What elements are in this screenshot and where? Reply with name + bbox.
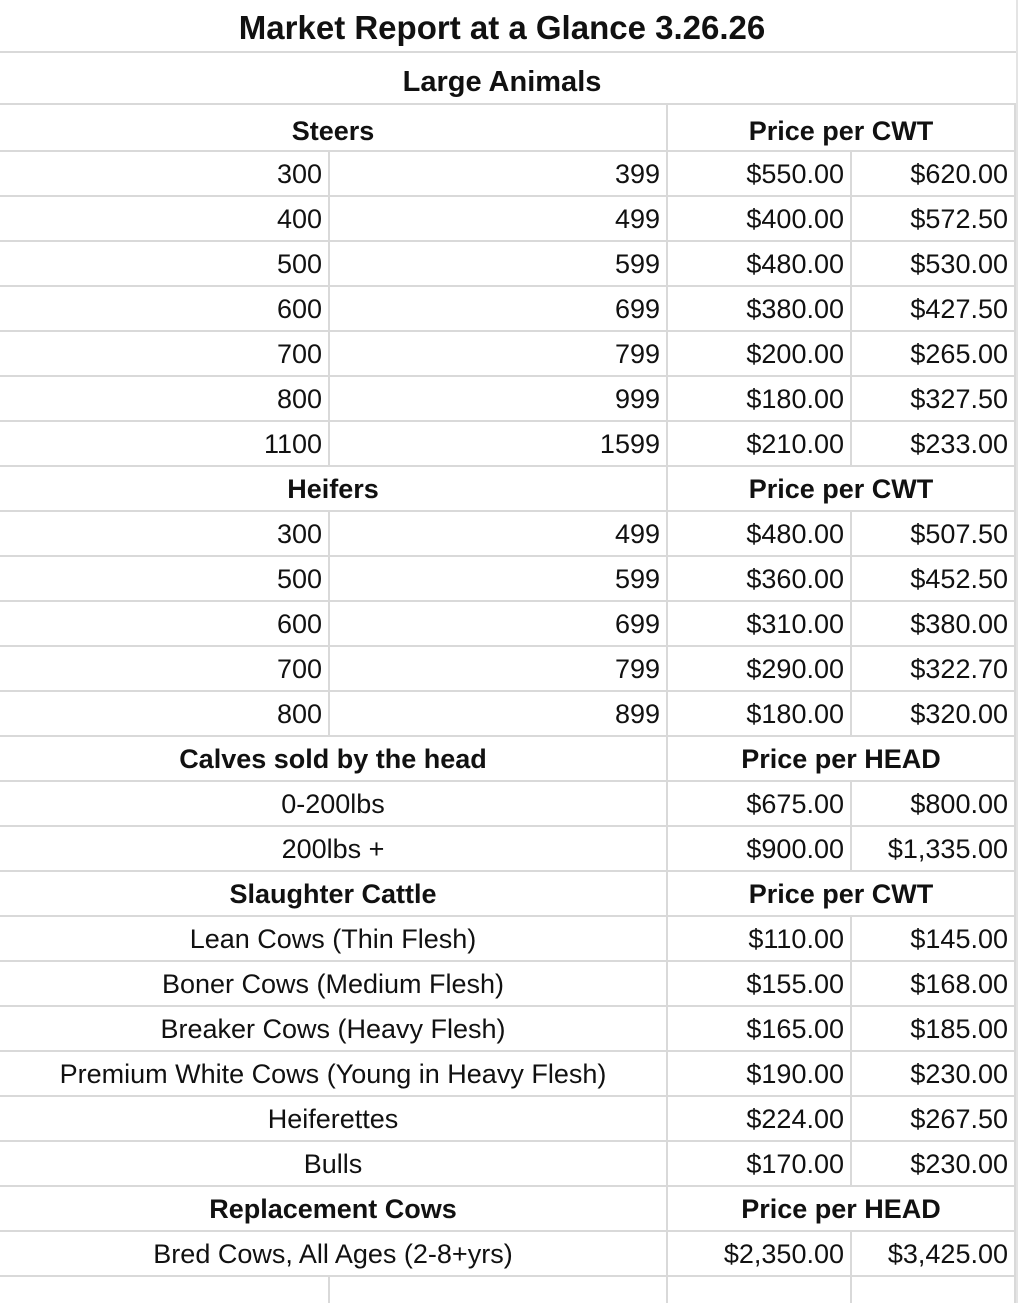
sheet-gridline (1016, 0, 1018, 1303)
price-high: $145.00 (852, 917, 1016, 960)
category-name: Premium White Cows (Young in Heavy Flesh) (0, 1052, 668, 1095)
heifers-section-label: Heifers (0, 467, 668, 510)
weight-from: 500 (0, 242, 330, 285)
replacement-header-row (0, 1187, 1016, 1232)
calves-row (0, 782, 1016, 827)
price-low: $550.00 (668, 152, 852, 195)
price-high: $265.00 (852, 332, 1016, 375)
price-high: $800.00 (852, 782, 1016, 825)
heifers-row (0, 602, 1016, 647)
price-low: $180.00 (668, 692, 852, 735)
price-high: $427.50 (852, 287, 1016, 330)
steers-row (0, 287, 1016, 332)
price-high: $380.00 (852, 602, 1016, 645)
price-high: $185.00 (852, 1007, 1016, 1050)
price-low: $675.00 (668, 782, 852, 825)
price-low: $224.00 (668, 1097, 852, 1140)
price-low: $900.00 (668, 827, 852, 870)
steers-row (0, 242, 1016, 287)
weight-from: 700 (0, 332, 330, 375)
heifers-header-row (0, 467, 1016, 512)
slaughter-row (0, 1097, 1016, 1142)
title-row (0, 5, 1016, 53)
empty-cell (330, 1277, 668, 1303)
weight-to: 699 (330, 287, 668, 330)
weight-from: 700 (0, 647, 330, 690)
slaughter-row (0, 1007, 1016, 1052)
price-low: $380.00 (668, 287, 852, 330)
steers-row (0, 152, 1016, 197)
replacement-price-header: Price per HEAD (668, 1187, 1016, 1230)
calves-header-row (0, 737, 1016, 782)
category-name: Breaker Cows (Heavy Flesh) (0, 1007, 668, 1050)
subtitle-row (0, 53, 1016, 105)
heifers-row (0, 557, 1016, 602)
weight-from: 1100 (0, 422, 330, 465)
heifers-row (0, 512, 1016, 557)
slaughter-section-label: Slaughter Cattle (0, 872, 668, 915)
steers-row (0, 377, 1016, 422)
steers-section-label: Steers (0, 105, 668, 150)
price-high: $230.00 (852, 1052, 1016, 1095)
category-name: Boner Cows (Medium Flesh) (0, 962, 668, 1005)
calves-section-label: Calves sold by the head (0, 737, 668, 780)
calves-row (0, 827, 1016, 872)
price-high: $327.50 (852, 377, 1016, 420)
weight-to: 799 (330, 332, 668, 375)
price-low: $400.00 (668, 197, 852, 240)
price-high: $452.50 (852, 557, 1016, 600)
price-low: $170.00 (668, 1142, 852, 1185)
weight-to: 899 (330, 692, 668, 735)
price-high: $530.00 (852, 242, 1016, 285)
replacement-row (0, 1232, 1016, 1277)
steers-row (0, 197, 1016, 242)
category-name: 200lbs + (0, 827, 668, 870)
slaughter-row (0, 1052, 1016, 1097)
price-low: $155.00 (668, 962, 852, 1005)
price-low: $360.00 (668, 557, 852, 600)
weight-from: 800 (0, 377, 330, 420)
heifers-row (0, 692, 1016, 737)
weight-to: 599 (330, 242, 668, 285)
price-high: $267.50 (852, 1097, 1016, 1140)
calves-price-header: Price per HEAD (668, 737, 1016, 780)
weight-to: 999 (330, 377, 668, 420)
weight-to: 799 (330, 647, 668, 690)
price-high: $322.70 (852, 647, 1016, 690)
weight-from: 300 (0, 512, 330, 555)
price-high: $620.00 (852, 152, 1016, 195)
price-low: $290.00 (668, 647, 852, 690)
price-high: $507.50 (852, 512, 1016, 555)
price-low: $200.00 (668, 332, 852, 375)
price-low: $190.00 (668, 1052, 852, 1095)
slaughter-row (0, 917, 1016, 962)
price-low: $480.00 (668, 242, 852, 285)
page-title: Market Report at a Glance 3.26.26 (238, 9, 766, 46)
weight-from: 400 (0, 197, 330, 240)
price-low: $480.00 (668, 512, 852, 555)
price-low: $165.00 (668, 1007, 852, 1050)
weight-from: 500 (0, 557, 330, 600)
slaughter-row (0, 1142, 1016, 1187)
weight-to: 699 (330, 602, 668, 645)
price-low: $2,350.00 (668, 1232, 852, 1275)
price-high: $230.00 (852, 1142, 1016, 1185)
slaughter-row (0, 962, 1016, 1007)
price-low: $310.00 (668, 602, 852, 645)
price-high: $572.50 (852, 197, 1016, 240)
slaughter-price-header: Price per CWT (668, 872, 1016, 915)
category-name: Heiferettes (0, 1097, 668, 1140)
steers-price-header: Price per CWT (668, 105, 1016, 150)
weight-from: 600 (0, 602, 330, 645)
price-high: $168.00 (852, 962, 1016, 1005)
weight-to: 399 (330, 152, 668, 195)
steers-header-row (0, 105, 1016, 152)
category-name: Bred Cows, All Ages (2-8+yrs) (0, 1232, 668, 1275)
empty-cell (852, 1277, 1016, 1303)
page-subtitle: Large Animals (402, 66, 602, 98)
price-high: $320.00 (852, 692, 1016, 735)
empty-row (0, 1277, 1016, 1303)
heifers-price-header: Price per CWT (668, 467, 1016, 510)
weight-from: 800 (0, 692, 330, 735)
weight-to: 499 (330, 512, 668, 555)
empty-cell (668, 1277, 852, 1303)
category-name: Lean Cows (Thin Flesh) (0, 917, 668, 960)
replacement-section-label: Replacement Cows (0, 1187, 668, 1230)
price-high: $233.00 (852, 422, 1016, 465)
price-low: $110.00 (668, 917, 852, 960)
weight-to: 1599 (330, 422, 668, 465)
slaughter-header-row (0, 872, 1016, 917)
price-high: $1,335.00 (852, 827, 1016, 870)
empty-cell (0, 1277, 330, 1303)
weight-to: 599 (330, 557, 668, 600)
steers-row (0, 332, 1016, 377)
steers-row (0, 422, 1016, 467)
category-name: Bulls (0, 1142, 668, 1185)
weight-from: 300 (0, 152, 330, 195)
category-name: 0-200lbs (0, 782, 668, 825)
price-high: $3,425.00 (852, 1232, 1016, 1275)
price-low: $180.00 (668, 377, 852, 420)
weight-to: 499 (330, 197, 668, 240)
price-low: $210.00 (668, 422, 852, 465)
heifers-row (0, 647, 1016, 692)
weight-from: 600 (0, 287, 330, 330)
